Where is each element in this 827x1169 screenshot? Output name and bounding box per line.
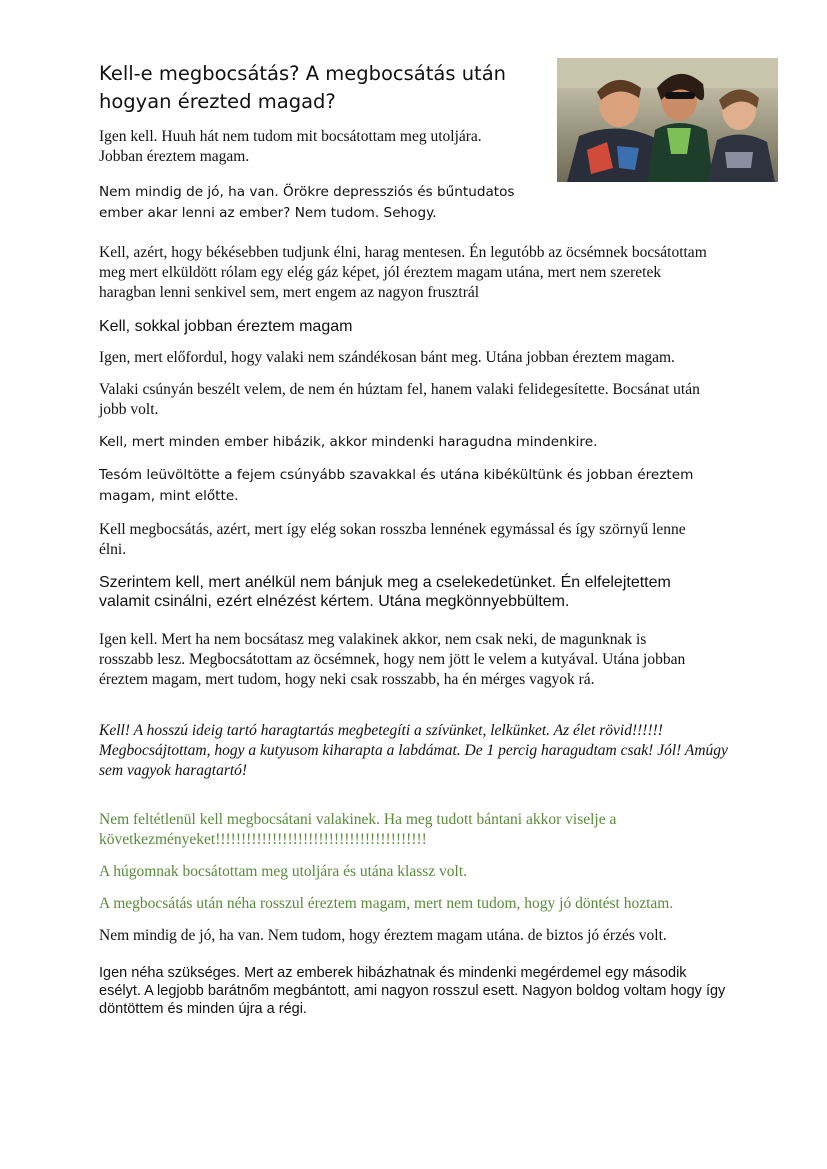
answer-15: A megbocsátás után néha rosszul éreztem magam, mert nem tudom, hogy jó döntést hoztam. xyxy=(99,895,674,912)
group-photo xyxy=(557,58,778,182)
answer-17: Igen néha szükséges. Mert az emberek hibázhatnak és mindenki megérdemel egy második esélyt. A legjobb barátnőm megbántott, ami nagyon rosszul esett. Nagyon boldog voltam hogy így döntöttem és minden újra a régi. xyxy=(99,965,726,1017)
answer-2: Nem mindig de jó, ha van. Örökre depressziós és bűntudatos ember akar lenni az ember? Nem tudom. Sehogy. xyxy=(99,184,515,221)
answer-5: Igen, mert előfordul, hogy valaki nem szándékosan bánt meg. Utána jobban éreztem magam. xyxy=(99,349,675,366)
answer-14: A húgomnak bocsátottam meg utoljára és utána klassz volt. xyxy=(99,863,468,880)
answer-4: Kell, sokkal jobban éreztem magam xyxy=(99,318,353,335)
answer-6: Valaki csúnyán beszélt velem, de nem én húztam fel, hanem valaki felidegesítette. Bocsánat után jobb volt. xyxy=(99,381,700,418)
answer-16: Nem mindig de jó, ha van. Nem tudom, hogy éreztem magam utána. de biztos jó érzés volt. xyxy=(99,927,667,944)
answer-8: Tesóm leüvöltötte a fejem csúnyább szavakkal és utána kibékültünk és jobban éreztem magam, mint előtte. xyxy=(99,467,694,504)
answer-10: Szerintem kell, mert anélkül nem bánjuk meg a cselekedetünket. Én elfelejtettem valamit csinálni, ezért elnézést kértem. Utána megkönnyebbültem. xyxy=(99,574,671,610)
photo-image xyxy=(557,58,778,182)
answer-13: Nem feltétlenül kell megbocsátani valakinek. Ha meg tudott bántani akkor viselje a következményeket!!!!!!!!!!!!!!!!!!!!!!!!!!!!!!!!!!!!!!!!! xyxy=(99,811,617,848)
answer-12: Kell! A hosszú ideig tartó haragtartás megbetegíti a szívünket, lelkünket. Az élet rövid!!!!!! Megbocsájtottam, hogy a kutyusom kiharapta a labdámat. De 1 percig haragudtam csak! Jól! Amúgy sem vagyok haragtartó! xyxy=(99,722,728,779)
answer-7: Kell, mert minden ember hibázik, akkor mindenki haragudna mindenkire. xyxy=(99,434,598,450)
answer-3: Kell, azért, hogy békésebben tudjunk élni, harag mentesen. Én legutóbb az öcsémnek bocsátottam meg mert elküldött rólam egy elég gáz képet, jól éreztem magam utána, mert nem szeretek haragban lenni senkivel sem, mert engem az nagyon frusztrál xyxy=(99,244,707,301)
page-title: Kell-e megbocsátás? A megbocsátás után hogyan érezted magad? xyxy=(99,62,507,113)
answer-11: Igen kell. Mert ha nem bocsátasz meg valakinek akkor, nem csak neki, de magunknak is rosszabb lesz. Megbocsátottam az öcsémnek, hogy nem jött le velem a kutyával. Utána jobban éreztem magam, mert tudom, hogy neki csak rosszabb, ha én mérges vagyok rá. xyxy=(99,631,686,688)
answer-9: Kell megbocsátás, azért, mert így elég sokan rosszba lennének egymással és így szörnyű lenne élni. xyxy=(99,521,686,558)
answer-1: Igen kell. Huuh hát nem tudom mit bocsátottam meg utoljára. Jobban éreztem magam. xyxy=(99,128,482,165)
